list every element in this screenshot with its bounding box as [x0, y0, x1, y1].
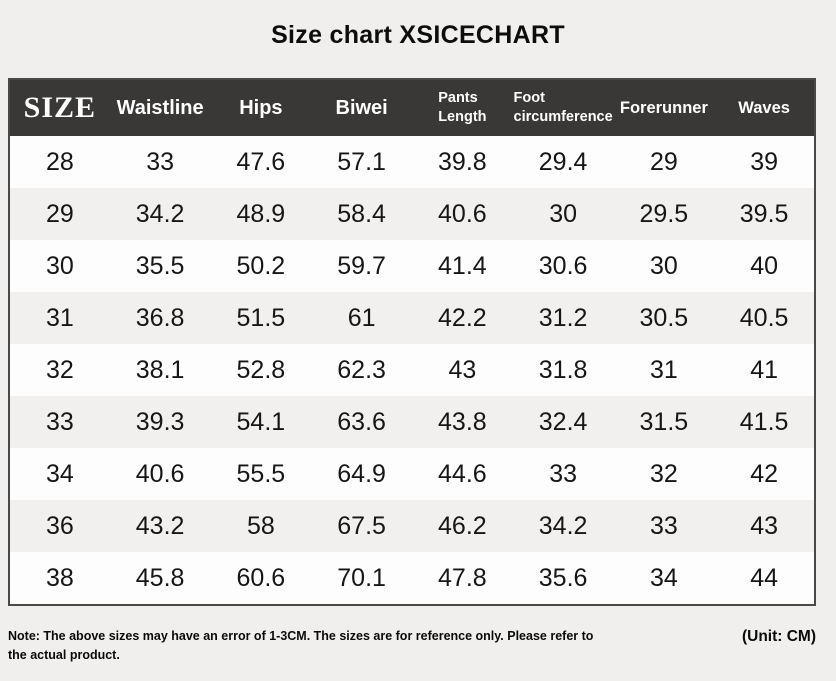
cell-size: 30	[9, 240, 110, 292]
column-header-size: SIZE	[9, 79, 110, 136]
column-header-waves: Waves	[714, 79, 815, 136]
column-header-waistline: Waistline	[110, 79, 211, 136]
column-header-line: Length	[438, 109, 487, 125]
cell-forerunner: 31	[614, 344, 715, 396]
page-title: Size chart XSICECHART	[271, 21, 565, 49]
cell-pants_length: 41.4	[412, 240, 513, 292]
cell-pants_length: 43.8	[412, 396, 513, 448]
cell-biwei: 64.9	[311, 448, 412, 500]
cell-waves: 41.5	[714, 396, 815, 448]
cell-forerunner: 34	[614, 552, 715, 605]
cell-pants_length: 47.8	[412, 552, 513, 605]
table-header-row	[9, 79, 815, 136]
cell-foot_circumference: 30	[513, 188, 614, 240]
cell-biwei: 59.7	[311, 240, 412, 292]
cell-size: 32	[9, 344, 110, 396]
cell-size: 38	[9, 552, 110, 605]
cell-biwei: 61	[311, 292, 412, 344]
column-header-hips: Hips	[211, 79, 312, 136]
cell-waves: 44	[714, 552, 815, 605]
column-header-foot_circumference	[513, 79, 614, 136]
cell-waistline: 35.5	[110, 240, 211, 292]
cell-foot_circumference: 29.4	[513, 136, 614, 188]
cell-waves: 39.5	[714, 188, 815, 240]
cell-hips: 55.5	[211, 448, 312, 500]
cell-foot_circumference: 32.4	[513, 396, 614, 448]
table-header	[9, 79, 815, 136]
column-header-line: Foot	[513, 90, 545, 107]
cell-size: 28	[9, 136, 110, 188]
cell-pants_length: 40.6	[412, 188, 513, 240]
cell-pants_length: 39.8	[412, 136, 513, 188]
column-header-pants_length	[412, 79, 513, 136]
column-header-biwei: Biwei	[311, 79, 412, 136]
cell-biwei: 63.6	[311, 396, 412, 448]
cell-hips: 58	[211, 500, 312, 552]
footer-bar	[8, 627, 816, 666]
column-header-forerunner: Forerunner	[614, 79, 715, 136]
cell-waves: 41	[714, 344, 815, 396]
cell-pants_length: 46.2	[412, 500, 513, 552]
cell-biwei: 70.1	[311, 552, 412, 605]
table-row	[9, 240, 815, 292]
unit-label: (Unit: CM)	[741, 628, 816, 645]
cell-forerunner: 33	[614, 500, 715, 552]
cell-biwei: 62.3	[311, 344, 412, 396]
cell-size: 36	[9, 500, 110, 552]
column-header-line: Pants	[438, 90, 478, 107]
footer-note: Note: The above sizes may have an error of 1-3CM. The sizes are for reference only. Please refer to the actual product.	[8, 629, 594, 663]
cell-waistline: 33	[110, 136, 211, 188]
cell-size: 34	[9, 448, 110, 500]
cell-waves: 42	[714, 448, 815, 500]
cell-biwei: 58.4	[311, 188, 412, 240]
cell-biwei: 67.5	[311, 500, 412, 552]
cell-waistline: 34.2	[110, 188, 211, 240]
table-body	[9, 136, 815, 605]
cell-waistline: 40.6	[110, 448, 211, 500]
column-header-label	[514, 89, 613, 127]
size-chart-table	[8, 78, 816, 606]
cell-hips: 51.5	[211, 292, 312, 344]
cell-forerunner: 30	[614, 240, 715, 292]
table-row	[9, 188, 815, 240]
cell-waves: 43	[714, 500, 815, 552]
cell-forerunner: 31.5	[614, 396, 715, 448]
cell-size: 31	[9, 292, 110, 344]
table-row	[9, 292, 815, 344]
cell-foot_circumference: 30.6	[513, 240, 614, 292]
cell-foot_circumference: 31.2	[513, 292, 614, 344]
table-row	[9, 500, 815, 552]
cell-waistline: 43.2	[110, 500, 211, 552]
table-row	[9, 396, 815, 448]
cell-foot_circumference: 33	[513, 448, 614, 500]
cell-hips: 52.8	[211, 344, 312, 396]
cell-forerunner: 29	[614, 136, 715, 188]
column-header-label	[438, 89, 486, 127]
cell-waistline: 39.3	[110, 396, 211, 448]
cell-forerunner: 32	[614, 448, 715, 500]
cell-hips: 48.9	[211, 188, 312, 240]
column-header-line: circumference	[513, 109, 613, 125]
cell-pants_length: 44.6	[412, 448, 513, 500]
cell-size: 33	[9, 396, 110, 448]
cell-waves: 39	[714, 136, 815, 188]
cell-waistline: 38.1	[110, 344, 211, 396]
table-row	[9, 448, 815, 500]
cell-size: 29	[9, 188, 110, 240]
table-row	[9, 344, 815, 396]
cell-biwei: 57.1	[311, 136, 412, 188]
cell-waves: 40.5	[714, 292, 815, 344]
cell-hips: 47.6	[211, 136, 312, 188]
cell-waistline: 45.8	[110, 552, 211, 605]
cell-pants_length: 43	[412, 344, 513, 396]
cell-hips: 60.6	[211, 552, 312, 605]
cell-foot_circumference: 34.2	[513, 500, 614, 552]
cell-forerunner: 29.5	[614, 188, 715, 240]
cell-hips: 50.2	[211, 240, 312, 292]
table-row	[9, 552, 815, 605]
cell-waves: 40	[714, 240, 815, 292]
cell-waistline: 36.8	[110, 292, 211, 344]
cell-hips: 54.1	[211, 396, 312, 448]
cell-pants_length: 42.2	[412, 292, 513, 344]
cell-forerunner: 30.5	[614, 292, 715, 344]
cell-foot_circumference: 31.8	[513, 344, 614, 396]
cell-foot_circumference: 35.6	[513, 552, 614, 605]
table-row	[9, 136, 815, 188]
